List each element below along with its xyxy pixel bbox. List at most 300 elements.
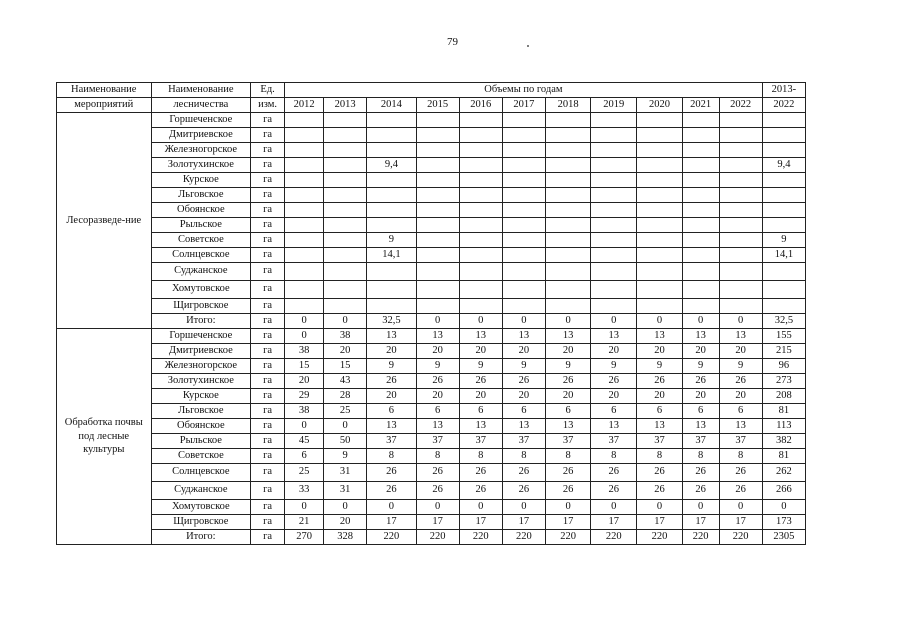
value-cell: 0 xyxy=(285,329,324,344)
value-cell xyxy=(719,128,762,143)
value-cell xyxy=(591,263,637,281)
value-cell xyxy=(324,233,367,248)
value-cell: 37 xyxy=(545,434,590,449)
value-cell xyxy=(637,113,682,128)
unit-cell: га xyxy=(251,344,285,359)
value-cell xyxy=(591,203,637,218)
header-measure-line1: Наименование xyxy=(57,83,152,98)
unit-cell: га xyxy=(251,359,285,374)
value-cell xyxy=(545,113,590,128)
header-year: 2012 xyxy=(285,98,324,113)
value-cell: 8 xyxy=(416,449,459,464)
value-cell xyxy=(285,143,324,158)
value-cell xyxy=(719,299,762,314)
value-cell: 13 xyxy=(502,329,545,344)
value-cell xyxy=(591,188,637,203)
value-cell: 0 xyxy=(545,500,590,515)
total-cell: 81 xyxy=(762,449,805,464)
value-cell xyxy=(416,281,459,299)
value-cell xyxy=(285,203,324,218)
value-cell: 26 xyxy=(591,464,637,482)
value-cell: 0 xyxy=(285,500,324,515)
value-cell: 38 xyxy=(285,344,324,359)
value-cell: 37 xyxy=(637,434,682,449)
value-cell: 6 xyxy=(637,404,682,419)
value-cell xyxy=(682,233,719,248)
measure-name: Лесоразведе-ние xyxy=(57,113,152,329)
value-cell: 13 xyxy=(637,419,682,434)
value-cell: 9 xyxy=(416,359,459,374)
value-cell xyxy=(545,143,590,158)
value-cell: 220 xyxy=(416,530,459,545)
value-cell: 13 xyxy=(545,329,590,344)
value-cell: 0 xyxy=(324,419,367,434)
value-cell: 0 xyxy=(719,500,762,515)
value-cell xyxy=(591,299,637,314)
value-cell: 6 xyxy=(682,404,719,419)
value-cell: 0 xyxy=(459,314,502,329)
value-cell xyxy=(416,299,459,314)
page-number: 79 xyxy=(447,36,458,48)
total-cell: 32,5 xyxy=(762,314,805,329)
header-unit-line1: Ед. xyxy=(251,83,285,98)
value-cell xyxy=(591,248,637,263)
value-cell: 20 xyxy=(591,344,637,359)
value-cell xyxy=(285,173,324,188)
value-cell: 6 xyxy=(367,404,416,419)
total-cell: 81 xyxy=(762,404,805,419)
value-cell: 26 xyxy=(367,482,416,500)
value-cell: 9 xyxy=(367,233,416,248)
value-cell: 20 xyxy=(719,389,762,404)
unit-cell: га xyxy=(251,158,285,173)
value-cell: 37 xyxy=(591,434,637,449)
value-cell xyxy=(459,299,502,314)
value-cell: 37 xyxy=(719,434,762,449)
value-cell xyxy=(502,158,545,173)
forestry-name: Рыльское xyxy=(151,218,251,233)
value-cell: 270 xyxy=(285,530,324,545)
value-cell xyxy=(459,248,502,263)
total-cell xyxy=(762,263,805,281)
unit-cell: га xyxy=(251,143,285,158)
value-cell: 26 xyxy=(719,464,762,482)
table-row xyxy=(57,248,806,263)
total-cell xyxy=(762,128,805,143)
value-cell: 8 xyxy=(545,449,590,464)
value-cell xyxy=(367,281,416,299)
value-cell: 20 xyxy=(545,389,590,404)
value-cell: 29 xyxy=(285,389,324,404)
value-cell xyxy=(285,158,324,173)
value-cell xyxy=(367,128,416,143)
total-cell xyxy=(762,281,805,299)
value-cell xyxy=(719,263,762,281)
value-cell: 9,4 xyxy=(367,158,416,173)
header-total-line2: 2022 xyxy=(762,98,805,113)
value-cell: 26 xyxy=(367,374,416,389)
table-row xyxy=(57,404,806,419)
value-cell xyxy=(545,299,590,314)
value-cell xyxy=(545,173,590,188)
value-cell xyxy=(719,233,762,248)
total-cell: 14,1 xyxy=(762,248,805,263)
value-cell xyxy=(367,218,416,233)
value-cell: 9 xyxy=(591,359,637,374)
value-cell xyxy=(545,128,590,143)
value-cell: 17 xyxy=(637,515,682,530)
value-cell xyxy=(545,158,590,173)
value-cell xyxy=(682,218,719,233)
value-cell xyxy=(682,158,719,173)
value-cell: 0 xyxy=(367,500,416,515)
value-cell xyxy=(285,113,324,128)
value-cell xyxy=(719,218,762,233)
value-cell: 38 xyxy=(285,404,324,419)
value-cell: 220 xyxy=(591,530,637,545)
value-cell xyxy=(459,113,502,128)
header-unit-line2: изм. xyxy=(251,98,285,113)
value-cell xyxy=(285,248,324,263)
header-year: 2013 xyxy=(324,98,367,113)
forestry-name: Итого: xyxy=(151,314,251,329)
value-cell xyxy=(285,299,324,314)
value-cell: 13 xyxy=(416,329,459,344)
value-cell: 13 xyxy=(502,419,545,434)
value-cell: 32,5 xyxy=(367,314,416,329)
unit-cell: га xyxy=(251,281,285,299)
unit-cell: га xyxy=(251,248,285,263)
value-cell: 20 xyxy=(459,344,502,359)
total-cell: 0 xyxy=(762,500,805,515)
value-cell: 13 xyxy=(719,419,762,434)
forestry-name: Дмитриевское xyxy=(151,344,251,359)
forestry-name: Горшеченское xyxy=(151,329,251,344)
table-row xyxy=(57,515,806,530)
value-cell xyxy=(719,143,762,158)
value-cell xyxy=(591,143,637,158)
total-cell xyxy=(762,299,805,314)
table-row xyxy=(57,344,806,359)
value-cell: 26 xyxy=(545,482,590,500)
value-cell: 37 xyxy=(416,434,459,449)
scan-speck xyxy=(527,45,529,47)
value-cell xyxy=(416,158,459,173)
value-cell xyxy=(591,281,637,299)
forestry-name: Курское xyxy=(151,389,251,404)
forestry-name: Солнцевское xyxy=(151,464,251,482)
value-cell xyxy=(367,203,416,218)
value-cell xyxy=(719,173,762,188)
unit-cell: га xyxy=(251,233,285,248)
forestry-name: Дмитриевское xyxy=(151,128,251,143)
header-year: 2017 xyxy=(502,98,545,113)
value-cell: 13 xyxy=(545,419,590,434)
value-cell: 0 xyxy=(416,314,459,329)
value-cell xyxy=(502,113,545,128)
value-cell: 28 xyxy=(324,389,367,404)
value-cell: 20 xyxy=(719,344,762,359)
value-cell: 26 xyxy=(545,464,590,482)
value-cell: 37 xyxy=(502,434,545,449)
value-cell xyxy=(324,263,367,281)
value-cell: 328 xyxy=(324,530,367,545)
table-row xyxy=(57,449,806,464)
value-cell: 220 xyxy=(719,530,762,545)
value-cell xyxy=(637,143,682,158)
header-year: 2016 xyxy=(459,98,502,113)
header-row-2 xyxy=(57,98,806,113)
value-cell: 9 xyxy=(459,359,502,374)
value-cell: 20 xyxy=(591,389,637,404)
value-cell xyxy=(459,158,502,173)
table-row xyxy=(57,173,806,188)
value-cell xyxy=(459,143,502,158)
value-cell: 26 xyxy=(367,464,416,482)
forestry-name: Советское xyxy=(151,233,251,248)
value-cell: 13 xyxy=(719,329,762,344)
table-row xyxy=(57,389,806,404)
value-cell: 26 xyxy=(637,464,682,482)
value-cell xyxy=(719,113,762,128)
value-cell: 50 xyxy=(324,434,367,449)
value-cell: 15 xyxy=(285,359,324,374)
value-cell: 26 xyxy=(502,482,545,500)
total-cell: 173 xyxy=(762,515,805,530)
forestry-name: Суджанское xyxy=(151,482,251,500)
table-row xyxy=(57,329,806,344)
value-cell: 6 xyxy=(591,404,637,419)
value-cell: 0 xyxy=(591,314,637,329)
forestry-name: Льговское xyxy=(151,404,251,419)
value-cell xyxy=(324,281,367,299)
value-cell xyxy=(416,113,459,128)
value-cell: 26 xyxy=(502,464,545,482)
total-cell: 382 xyxy=(762,434,805,449)
header-year: 2020 xyxy=(637,98,682,113)
value-cell: 13 xyxy=(682,329,719,344)
unit-cell: га xyxy=(251,113,285,128)
value-cell xyxy=(416,143,459,158)
value-cell: 13 xyxy=(682,419,719,434)
value-cell: 6 xyxy=(719,404,762,419)
value-cell: 20 xyxy=(682,389,719,404)
table-row xyxy=(57,419,806,434)
value-cell xyxy=(502,203,545,218)
value-cell xyxy=(545,188,590,203)
value-cell: 9 xyxy=(502,359,545,374)
table-row xyxy=(57,281,806,299)
table-row xyxy=(57,263,806,281)
forestry-name: Железногорское xyxy=(151,143,251,158)
value-cell: 14,1 xyxy=(367,248,416,263)
value-cell xyxy=(637,263,682,281)
table-row xyxy=(57,359,806,374)
value-cell: 6 xyxy=(502,404,545,419)
value-cell: 26 xyxy=(719,482,762,500)
value-cell xyxy=(324,113,367,128)
value-cell xyxy=(545,218,590,233)
value-cell xyxy=(591,128,637,143)
value-cell xyxy=(367,143,416,158)
header-forestry-line1: Наименование xyxy=(151,83,251,98)
value-cell: 0 xyxy=(502,314,545,329)
forestry-name: Суджанское xyxy=(151,263,251,281)
value-cell: 0 xyxy=(324,314,367,329)
value-cell: 220 xyxy=(459,530,502,545)
value-cell: 0 xyxy=(502,500,545,515)
value-cell xyxy=(545,281,590,299)
value-cell xyxy=(591,173,637,188)
value-cell xyxy=(502,128,545,143)
value-cell xyxy=(682,128,719,143)
value-cell xyxy=(324,158,367,173)
value-cell: 26 xyxy=(459,482,502,500)
value-cell xyxy=(324,299,367,314)
unit-cell: га xyxy=(251,419,285,434)
value-cell xyxy=(682,281,719,299)
table-row xyxy=(57,464,806,482)
value-cell: 13 xyxy=(367,329,416,344)
value-cell: 20 xyxy=(324,344,367,359)
value-cell xyxy=(367,188,416,203)
value-cell: 8 xyxy=(682,449,719,464)
value-cell: 26 xyxy=(416,482,459,500)
total-cell: 113 xyxy=(762,419,805,434)
forestry-name: Золотухинское xyxy=(151,374,251,389)
value-cell xyxy=(285,233,324,248)
value-cell: 26 xyxy=(459,374,502,389)
total-cell xyxy=(762,203,805,218)
value-cell: 17 xyxy=(459,515,502,530)
total-cell: 2305 xyxy=(762,530,805,545)
value-cell: 20 xyxy=(367,389,416,404)
header-volumes-title: Объемы по годам xyxy=(285,83,763,98)
value-cell: 0 xyxy=(545,314,590,329)
value-cell: 13 xyxy=(459,419,502,434)
value-cell: 0 xyxy=(416,500,459,515)
forestry-name: Итого: xyxy=(151,530,251,545)
value-cell: 26 xyxy=(416,464,459,482)
value-cell: 38 xyxy=(324,329,367,344)
unit-cell: га xyxy=(251,329,285,344)
table-row xyxy=(57,233,806,248)
value-cell: 0 xyxy=(591,500,637,515)
header-year: 2021 xyxy=(682,98,719,113)
header-total-line1: 2013- xyxy=(762,83,805,98)
value-cell xyxy=(459,281,502,299)
unit-cell: га xyxy=(251,434,285,449)
value-cell xyxy=(285,263,324,281)
value-cell: 0 xyxy=(682,500,719,515)
value-cell xyxy=(416,128,459,143)
value-cell: 20 xyxy=(502,389,545,404)
value-cell: 26 xyxy=(545,374,590,389)
unit-cell: га xyxy=(251,218,285,233)
table-row xyxy=(57,314,806,329)
value-cell: 9 xyxy=(682,359,719,374)
value-cell: 8 xyxy=(637,449,682,464)
value-cell xyxy=(502,143,545,158)
unit-cell: га xyxy=(251,374,285,389)
value-cell xyxy=(637,203,682,218)
value-cell xyxy=(637,158,682,173)
total-cell: 262 xyxy=(762,464,805,482)
table-row xyxy=(57,203,806,218)
value-cell xyxy=(637,188,682,203)
value-cell: 0 xyxy=(324,500,367,515)
forestry-name: Обоянское xyxy=(151,419,251,434)
value-cell xyxy=(637,218,682,233)
value-cell xyxy=(502,218,545,233)
value-cell: 26 xyxy=(682,464,719,482)
unit-cell: га xyxy=(251,482,285,500)
value-cell xyxy=(545,233,590,248)
value-cell: 0 xyxy=(637,314,682,329)
table-row xyxy=(57,218,806,233)
unit-cell: га xyxy=(251,389,285,404)
value-cell: 26 xyxy=(719,374,762,389)
value-cell: 31 xyxy=(324,464,367,482)
header-row-1 xyxy=(57,83,806,98)
value-cell: 8 xyxy=(502,449,545,464)
value-cell xyxy=(637,233,682,248)
value-cell: 26 xyxy=(502,374,545,389)
value-cell: 26 xyxy=(416,374,459,389)
value-cell xyxy=(682,299,719,314)
value-cell xyxy=(682,203,719,218)
value-cell: 17 xyxy=(367,515,416,530)
forestry-name: Щигровское xyxy=(151,299,251,314)
value-cell xyxy=(324,188,367,203)
total-cell: 155 xyxy=(762,329,805,344)
value-cell xyxy=(459,218,502,233)
header-year: 2014 xyxy=(367,98,416,113)
total-cell xyxy=(762,218,805,233)
value-cell xyxy=(682,173,719,188)
value-cell: 37 xyxy=(459,434,502,449)
value-cell xyxy=(637,281,682,299)
total-cell xyxy=(762,113,805,128)
value-cell: 0 xyxy=(459,500,502,515)
value-cell: 26 xyxy=(591,482,637,500)
table-row xyxy=(57,500,806,515)
unit-cell: га xyxy=(251,314,285,329)
table-row xyxy=(57,113,806,128)
value-cell xyxy=(459,203,502,218)
table-row xyxy=(57,299,806,314)
value-cell: 6 xyxy=(545,404,590,419)
value-cell xyxy=(591,158,637,173)
forestry-name: Хомутовское xyxy=(151,500,251,515)
value-cell xyxy=(591,218,637,233)
total-cell: 9,4 xyxy=(762,158,805,173)
table-row xyxy=(57,188,806,203)
value-cell xyxy=(285,218,324,233)
table-row xyxy=(57,158,806,173)
value-cell: 20 xyxy=(416,344,459,359)
forestry-name: Солнцевское xyxy=(151,248,251,263)
unit-cell: га xyxy=(251,299,285,314)
value-cell: 17 xyxy=(591,515,637,530)
value-cell xyxy=(416,173,459,188)
value-cell xyxy=(459,128,502,143)
table-row xyxy=(57,482,806,500)
value-cell: 45 xyxy=(285,434,324,449)
value-cell xyxy=(502,248,545,263)
total-cell xyxy=(762,188,805,203)
unit-cell: га xyxy=(251,203,285,218)
